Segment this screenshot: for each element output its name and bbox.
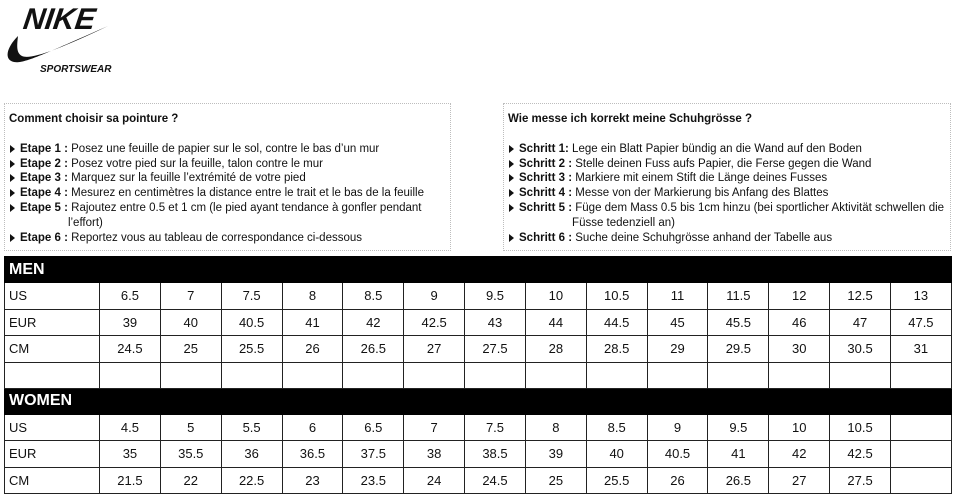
table-cell: 25.5 [586,467,647,494]
step-item [508,201,950,231]
table-cell: 44.5 [586,309,647,336]
table-cell: 10.5 [586,283,647,310]
table-cell: 29 [647,336,708,363]
empty-cell [890,362,951,388]
table-cell [890,467,951,494]
table-cell: 47 [830,309,891,336]
step-text: Suche deine Schuhgrösse anhand der Tabelle aus [575,231,833,244]
table-cell: 39 [525,441,586,468]
table-cell: 40 [160,309,221,336]
table-cell: 35.5 [160,441,221,468]
table-cell: 11.5 [708,283,769,310]
table-cell [890,441,951,468]
row-label: EUR [5,441,100,468]
triangle-bullet-icon [10,189,15,197]
triangle-bullet-icon [509,160,514,168]
step-text: Füge dem Mass 0.5 bis 1cm hinzu (bei sportlicher Aktivität schwellen die Füsse tedenziell an) [572,201,945,229]
table-cell: 9 [647,414,708,441]
table-cell: 4.5 [100,414,161,441]
table-cell: 24.5 [465,467,526,494]
step-label: Etape 4 : [20,187,68,200]
step-item [9,201,450,231]
step-item [508,157,950,172]
step-text: Mesurez en centimètres la distance entre le trait et le bas de la feuille [71,187,424,200]
step-label: Schritt 3 : [519,172,573,185]
table-cell: 10 [769,414,830,441]
triangle-bullet-icon [509,145,514,153]
step-text: Markiere mit einem Stift die Länge deines Fusses [575,172,828,185]
step-item [508,186,950,201]
empty-cell [282,362,343,388]
step-item [9,142,450,157]
triangle-bullet-icon [509,234,514,242]
table-row [5,309,952,336]
empty-cell [465,362,526,388]
table-row [5,336,952,363]
table-cell: 27.5 [465,336,526,363]
step-label: Schritt 4 : [519,187,573,200]
table-cell: 22 [160,467,221,494]
triangle-bullet-icon [509,204,514,212]
table-cell: 47.5 [890,309,951,336]
step-text: Posez une feuille de papier sur le sol, contre le bas d’un mur [71,142,380,155]
table-cell: 25 [525,467,586,494]
table-cell: 38.5 [465,441,526,468]
triangle-bullet-icon [10,160,15,168]
triangle-bullet-icon [10,145,15,153]
table-cell: 44 [525,309,586,336]
table-cell: 25 [160,336,221,363]
table-cell: 27.5 [830,467,891,494]
empty-cell [830,362,891,388]
table-cell: 9.5 [465,283,526,310]
step-text: Messe von der Markierung bis Anfang des Blattes [575,187,829,200]
table-cell: 24 [404,467,465,494]
empty-cell [708,362,769,388]
row-label: EUR [5,309,100,336]
step-label: Schritt 1: [519,142,569,155]
empty-cell [586,362,647,388]
step-item [508,142,950,157]
women-header-row [5,388,952,414]
table-cell: 5.5 [221,414,282,441]
table-cell: 6 [282,414,343,441]
empty-cell [221,362,282,388]
table-cell: 43 [465,309,526,336]
step-item [508,231,950,246]
table-cell: 42 [343,309,404,336]
table-cell: 26 [647,467,708,494]
triangle-bullet-icon [10,234,15,242]
men-section-title: MEN [5,257,952,283]
table-cell: 26.5 [708,467,769,494]
step-item [9,186,450,201]
table-cell: 41 [708,441,769,468]
instructions-french [4,103,451,251]
instructions-fr-steps [9,142,450,246]
table-cell: 40.5 [221,309,282,336]
table-cell: 8 [282,283,343,310]
table-cell: 10.5 [830,414,891,441]
step-label: Schritt 5 : [519,201,573,214]
table-cell: 6.5 [100,283,161,310]
step-item [9,171,450,186]
table-cell: 8.5 [343,283,404,310]
row-label: US [5,414,100,441]
empty-cell [5,362,100,388]
step-text: Stelle deinen Fuss aufs Papier, die Ferse gegen die Wand [575,157,872,170]
table-cell: 29.5 [708,336,769,363]
table-row [5,467,952,494]
size-chart-table [4,256,952,494]
table-cell: 21.5 [100,467,161,494]
row-label: CM [5,336,100,363]
table-cell: 7.5 [221,283,282,310]
table-cell: 27 [769,467,830,494]
table-cell: 40.5 [647,441,708,468]
table-row [5,441,952,468]
table-cell: 30 [769,336,830,363]
step-label: Etape 1 : [20,142,68,155]
empty-cell [100,362,161,388]
step-label: Schritt 6 : [519,231,573,244]
instructions-fr-title: Comment choisir sa pointure ? [9,113,179,125]
table-cell: 28.5 [586,336,647,363]
step-text: Posez votre pied sur la feuille, talon contre le mur [71,157,323,170]
table-cell: 45.5 [708,309,769,336]
step-text: Rajoutez entre 0.5 et 1 cm (le pied ayant tendance à gonfler pendant l’effort) [67,201,422,229]
men-header-row [5,257,952,283]
triangle-bullet-icon [509,189,514,197]
step-item [508,171,950,186]
triangle-bullet-icon [509,174,514,182]
triangle-bullet-icon [10,174,15,182]
table-cell: 13 [890,283,951,310]
table-cell: 22.5 [221,467,282,494]
table-cell: 42 [769,441,830,468]
step-label: Schritt 2 : [519,157,573,170]
table-cell: 45 [647,309,708,336]
table-cell: 26.5 [343,336,404,363]
nike-wordmark: NIKE [21,3,98,36]
table-cell: 36.5 [282,441,343,468]
nike-sportswear-logo [4,2,114,78]
table-cell: 35 [100,441,161,468]
step-label: Etape 3 : [20,172,68,185]
women-section-title: WOMEN [5,388,952,414]
table-cell: 7 [404,414,465,441]
table-cell: 42.5 [830,441,891,468]
table-cell: 12 [769,283,830,310]
table-cell: 25.5 [221,336,282,363]
table-cell: 41 [282,309,343,336]
table-cell: 11 [647,283,708,310]
step-text: Reportez vous au tableau de correspondance ci-dessous [71,231,363,244]
nike-swoosh-logo [4,2,114,78]
instructions-german [503,103,951,251]
spacer-row [5,362,952,388]
step-label: Etape 6 : [20,231,68,244]
table-cell: 30.5 [830,336,891,363]
table-cell: 7 [160,283,221,310]
instructions-de-steps [508,142,950,246]
table-cell: 42.5 [404,309,465,336]
table-cell: 38 [404,441,465,468]
step-item [9,231,450,246]
table-cell: 9.5 [708,414,769,441]
table-cell: 9 [404,283,465,310]
empty-cell [160,362,221,388]
row-label: US [5,283,100,310]
empty-cell [404,362,465,388]
table-cell: 39 [100,309,161,336]
table-cell: 27 [404,336,465,363]
table-cell: 10 [525,283,586,310]
table-cell: 36 [221,441,282,468]
step-text: Marquez sur la feuille l’extrémité de votre pied [71,172,306,185]
sportswear-wordmark: SPORTSWEAR [40,64,112,75]
table-cell: 28 [525,336,586,363]
empty-cell [525,362,586,388]
table-cell: 40 [586,441,647,468]
step-item [9,157,450,172]
table-cell: 23 [282,467,343,494]
empty-cell [343,362,404,388]
table-cell: 8 [525,414,586,441]
instructions-de-title: Wie messe ich korrekt meine Schuhgrösse ? [508,113,753,125]
table-row [5,414,952,441]
table-cell: 5 [160,414,221,441]
table-cell: 23.5 [343,467,404,494]
table-cell: 24.5 [100,336,161,363]
table-cell: 46 [769,309,830,336]
step-text: Lege ein Blatt Papier bündig an die Wand auf den Boden [572,142,862,155]
table-cell: 37.5 [343,441,404,468]
table-cell: 26 [282,336,343,363]
step-label: Etape 5 : [20,201,68,214]
table-cell [890,414,951,441]
row-label: CM [5,467,100,494]
table-cell: 12.5 [830,283,891,310]
table-cell: 31 [890,336,951,363]
empty-cell [769,362,830,388]
table-cell: 6.5 [343,414,404,441]
triangle-bullet-icon [10,204,15,212]
table-cell: 7.5 [465,414,526,441]
step-label: Etape 2 : [20,157,68,170]
table-cell: 8.5 [586,414,647,441]
empty-cell [647,362,708,388]
table-row [5,283,952,310]
